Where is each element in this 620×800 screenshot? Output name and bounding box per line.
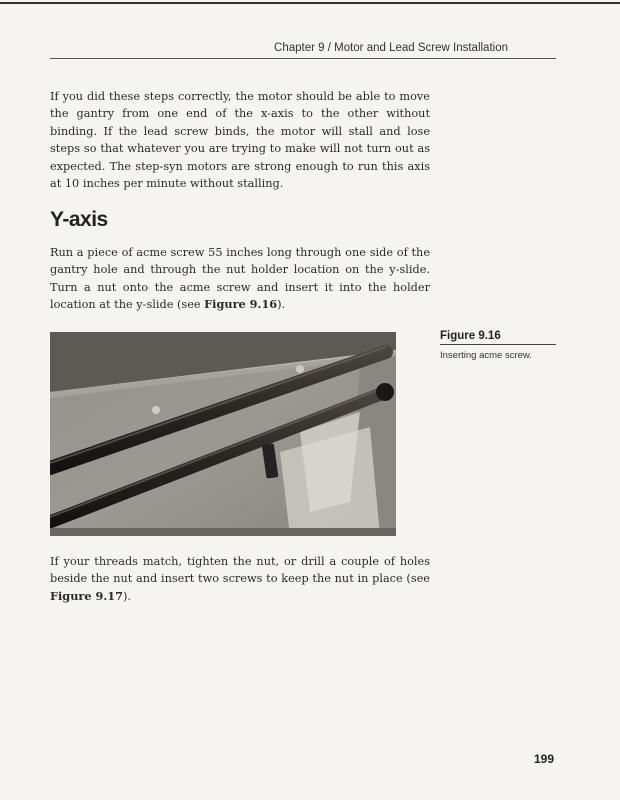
figure-photo-acme-screw [50,332,396,536]
paragraph-threads-match [50,553,430,605]
figure-reference-9-17: Figure 9.17 [50,588,124,603]
page-number: 199 [534,752,555,766]
figure-reference-9-16: Figure 9.16 [204,297,278,312]
figure-label: Figure 9.16 [440,330,556,345]
paragraph-text: Run a piece of acme screw 55 inches long through one side of the gantry hole and through the nut holder location on the y-slide. Turn a nut onto the acme screw and insert it into the holder location at the y-slide (see [50,246,430,312]
top-border-rule [0,2,620,4]
figure-caption: Inserting acme screw. [440,350,532,361]
paragraph-y-axis-instructions [50,244,430,314]
paragraph-text: If your threads match, tighten the nut, or drill a couple of holes beside the nut and insert two screws to keep the nut in place (see [50,555,430,586]
acme-screw-photo-illustration [50,332,396,536]
header-rule [50,58,556,59]
paragraph-text-end: ). [277,298,286,312]
paragraph-text-end: ). [123,589,132,603]
section-heading-y-axis: Y-axis [50,208,108,231]
running-header: Chapter 9 / Motor and Lead Screw Installation [274,42,508,54]
paragraph-steps-check: If you did these steps correctly, the motor should be able to move the gantry from one end of the x-axis to the other without binding. If the lead screw binds, the motor will stall and lose steps so that whatever you are trying to make will not turn out as expected. The step-syn motors are strong enough to run this axis at 10 inches per minute without stalling. [50,90,430,191]
